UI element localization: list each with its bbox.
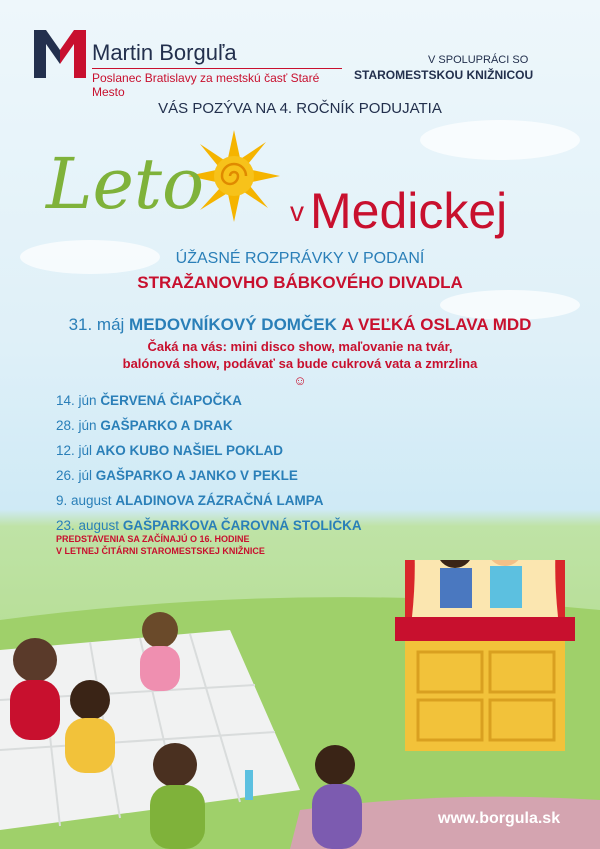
title-v: v	[290, 196, 304, 227]
child-figure	[10, 638, 60, 740]
event-item	[56, 418, 362, 443]
main-event-rest: A VEĽKÁ OSLAVA MDD	[341, 315, 532, 334]
event-title: ALADINOVA ZÁZRAČNÁ LAMPA	[115, 493, 324, 508]
event-item	[56, 493, 362, 518]
cloud-decoration	[420, 120, 580, 160]
child-figure	[312, 745, 362, 849]
child-figure	[140, 612, 180, 691]
event-title: AKO KUBO NAŠIEL POKLAD	[95, 443, 284, 458]
event-title: GAŠPARKO A JANKO V PEKLE	[95, 468, 298, 483]
main-event	[0, 315, 600, 335]
event-date: 14. jún	[56, 393, 97, 408]
illustration	[0, 560, 600, 849]
event-title: GAŠPARKO A DRAK	[100, 418, 233, 433]
event-item	[56, 393, 362, 418]
brand-name: Martin Borguľa	[92, 40, 237, 65]
time-note	[56, 533, 265, 557]
event-date: 12. júl	[56, 443, 93, 458]
subtitle-line1: ÚŽASNÉ ROZPRÁVKY V PODANÍ	[175, 250, 425, 267]
event-list	[56, 393, 362, 543]
cup-icon	[245, 770, 253, 800]
time-note-line1: PREDSTAVENIA SA ZAČÍNAJÚ O 16. HODINE	[56, 534, 250, 544]
time-note-line2: V LETNEJ ČITÁRNI STAROMESTSKEJ KNIŽNICE	[56, 546, 265, 556]
title-medickej: Medickej	[310, 183, 508, 239]
main-event-description: Čaká na vás: mini disco show, maľovanie na tvár, balónová show, podávať sa bude cukrová vata a zmrzlina ☺	[122, 339, 478, 388]
brand-subtitle: Poslanec Bratislavy za mestskú časť Staré Mesto	[92, 68, 342, 99]
main-event-title: MEDOVNÍKOVÝ DOMČEK	[129, 315, 337, 334]
invite-text: VÁS POZÝVA NA 4. ROČNÍK PODUJATIA	[158, 100, 442, 117]
child-figure	[65, 680, 115, 773]
event-date: 28. jún	[56, 418, 97, 433]
event-title: ČERVENÁ ČIAPOČKA	[100, 393, 242, 408]
cooperation-label: V SPOLUPRÁCI SO	[428, 54, 529, 66]
event-date: 23. august	[56, 518, 120, 533]
puppet-theatre	[395, 560, 575, 751]
title-leto: Leto	[46, 143, 205, 225]
event-date: 9. august	[56, 493, 112, 508]
m-logo-icon	[34, 30, 86, 78]
event-title: GAŠPARKOVA ČAROVNÁ STOLIČKA	[122, 518, 362, 533]
website-url: www.borgula.sk	[438, 810, 561, 827]
subtitle-line2: STRAŽANOVHO BÁBKOVÉHO DIVADLA	[137, 273, 463, 292]
main-event-date: 31. máj	[68, 315, 125, 334]
event-item	[56, 443, 362, 468]
cooperation-partner: STAROMESTSKOU KNIŽNICOU	[354, 68, 534, 82]
event-item	[56, 468, 362, 493]
event-date: 26. júl	[56, 468, 93, 483]
